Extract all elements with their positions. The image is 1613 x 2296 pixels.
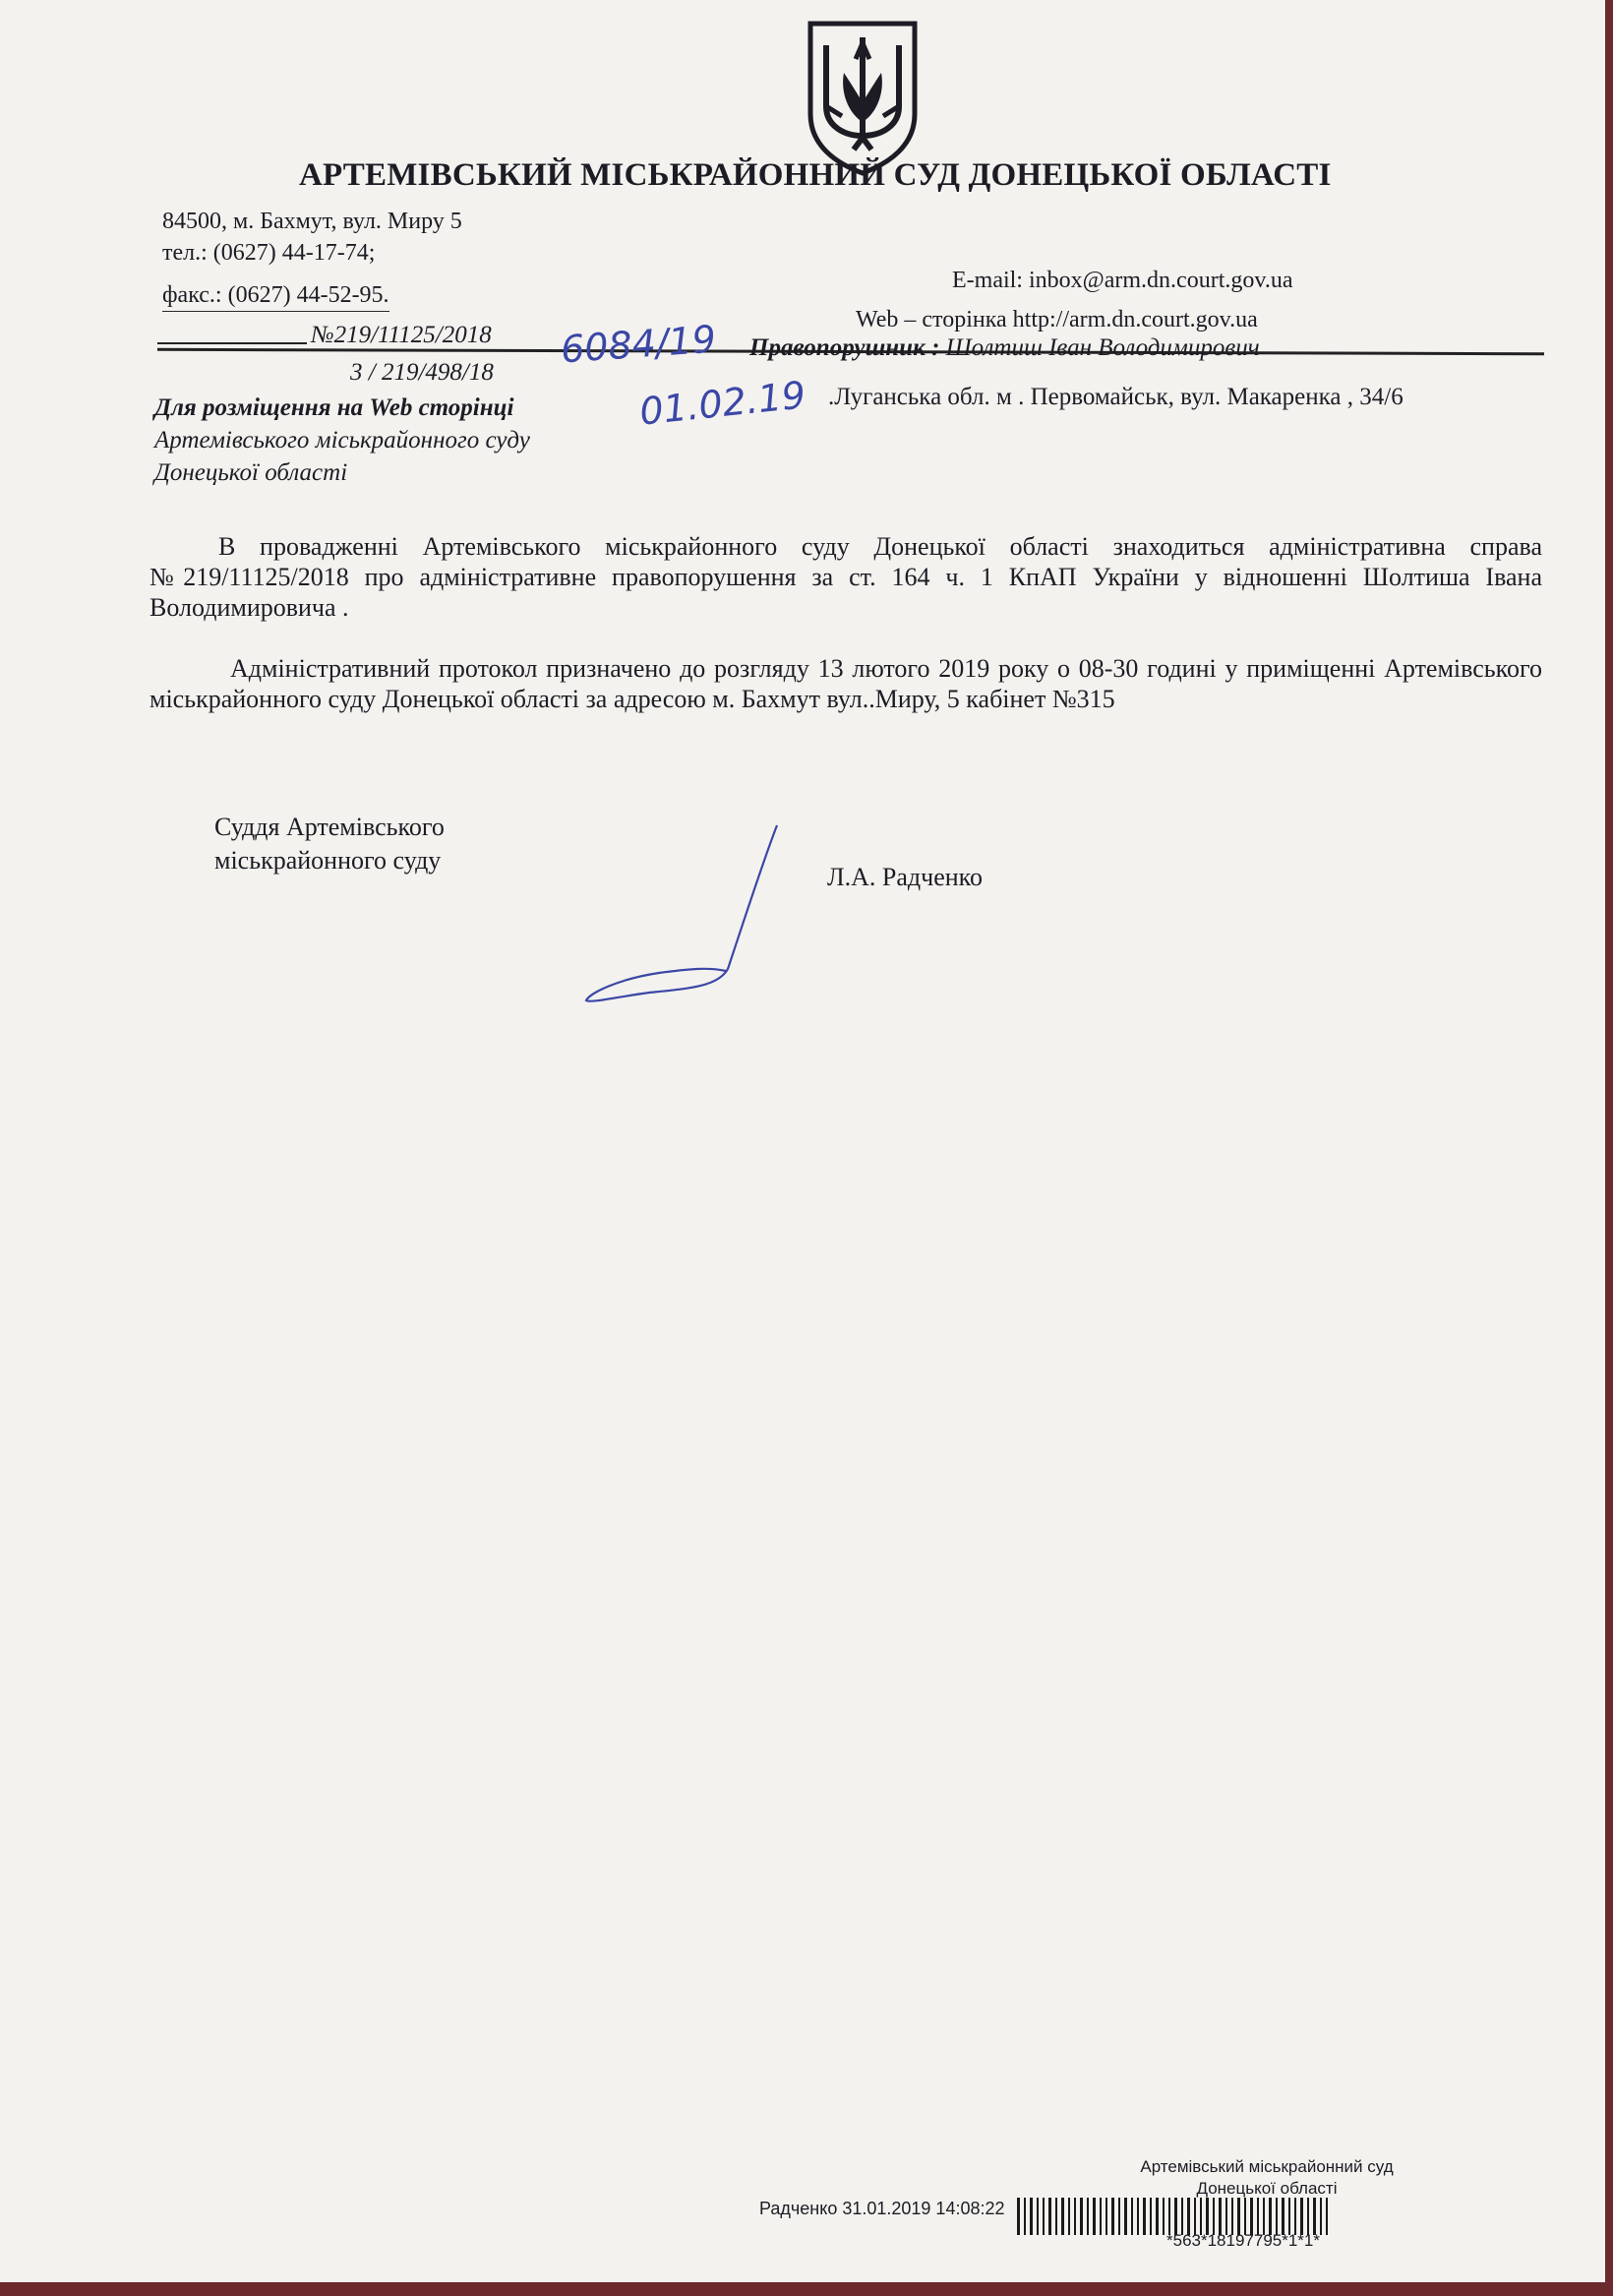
offender-label: Правопорушник :: [749, 334, 940, 361]
case-number-line: [157, 342, 307, 344]
court-website: Web – сторінка http://arm.dn.court.gov.ua: [856, 307, 1258, 332]
scan-edge-bottom: [0, 2282, 1613, 2296]
court-title: АРТЕМІВСЬКИЙ МІСЬКРАЙОННИЙ СУД ДОНЕЦЬКОЇ ОБЛАСТІ: [299, 157, 1332, 193]
web-publication-note: [154, 392, 617, 489]
judge-name: Л.А. Радченко: [827, 863, 983, 891]
court-fax: факс.: (0627) 44-52-95.: [162, 282, 389, 312]
court-phone: тел.: (0627) 44-17-74;: [162, 240, 376, 266]
web-note-court: Артемівського міськрайонного суду Донецької області: [154, 427, 530, 486]
judge-signature: [580, 821, 797, 1008]
body-paragraph-1: В провадженні Артемівського міськрайонного суду Донецької області знаходиться адміністративна справа №219/11125/2018 про адміністративне правопорушення за ст. 164 ч. 1 КпАП України у відношенні Шолтиша Івана Володимировича .: [149, 532, 1542, 622]
offender-address: .Луганська обл. м . Первомайськ, вул. Макаренка , 34/6: [828, 384, 1404, 410]
barcode-text: *563*18197795*1*1*: [1166, 2231, 1320, 2250]
case-number: №219/11125/2018: [311, 322, 492, 348]
barcode: [1017, 2198, 1499, 2235]
offender-line: [749, 334, 1260, 362]
court-email: E-mail: inbox@arm.dn.court.gov.ua: [952, 268, 1293, 293]
judge-title: Суддя Артемівського міськрайонного суду: [214, 813, 445, 875]
case-number-secondary: 3 / 219/498/18: [350, 359, 494, 386]
handwritten-date: 01.02.19: [637, 373, 808, 434]
scan-edge-right: [1605, 0, 1613, 2296]
stamp-meta: Радченко 31.01.2019 14:08:22: [759, 2199, 1005, 2218]
stamp-court-name: Артемівський міськрайонний суд Донецької області: [1140, 2157, 1394, 2198]
trident-emblem-icon: [805, 20, 921, 177]
web-note-heading: Для розміщення на Web сторінці: [154, 394, 514, 421]
offender-name: Шолтиш Іван Володимирович: [945, 334, 1260, 361]
handwritten-incoming-number: 6084/19: [559, 317, 718, 372]
body-paragraph-2: Адміністративний протокол призначено до розгляду 13 лютого 2019 року о 08-30 годині у приміщенні Артемівського міськрайонного суду Донецької області за адресою м. Бахмут вул..Миру, 5 кабінет №315: [149, 654, 1542, 713]
court-address: 84500, м. Бахмут, вул. Миру 5: [162, 209, 462, 234]
